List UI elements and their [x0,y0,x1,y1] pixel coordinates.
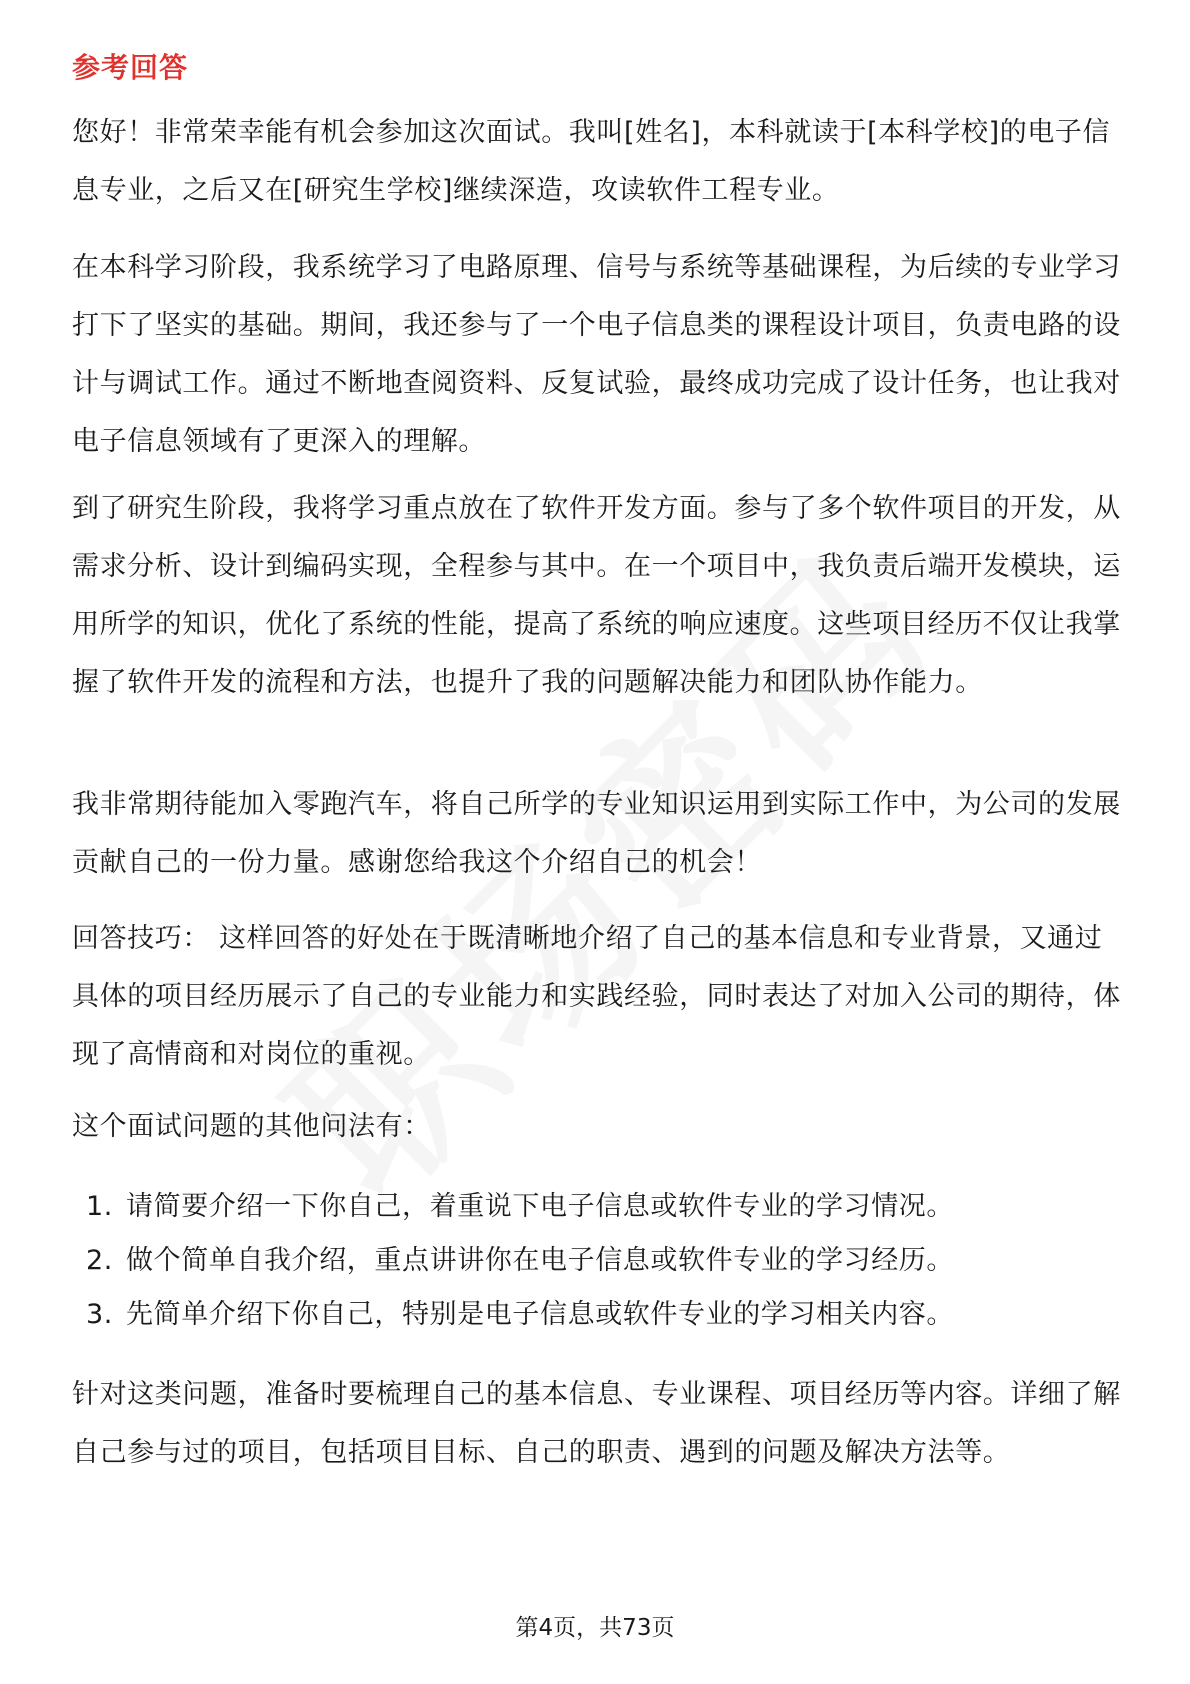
paragraph-tips: 回答技巧： 这样回答的好处在于既清晰地介绍了自己的基本信息和专业背景，又通过具体的项目经历展示了自己的专业能力和实践经验，同时表达了对加入公司的期待，体现了高情商和对岗位的重视。 [72,923,1121,1070]
paragraph-undergrad: 在本科学习阶段，我系统学习了电路原理、信号与系统等基础课程，为后续的专业学习打下了坚实的基础。期间，我还参与了一个电子信息类的课程设计项目，负责电路的设计与调试工作。通过不断地查阅资料、反复试验，最终成功完成了设计任务，也让我对电子信息领域有了更深入的理解。 [72,252,1121,457]
list-item [86,1286,1122,1344]
paragraph-alt-intro: 这个面试问题的其他问法有： [72,1111,431,1142]
list-text: 先简单介绍下你自己，特别是电子信息或软件专业的学习相关内容。 [126,1299,954,1330]
list-item [86,1232,1122,1290]
list-text: 请简要介绍一下你自己，着重说下电子信息或软件专业的学习情况。 [126,1191,954,1222]
paragraph-closing: 针对这类问题，准备时要梳理自己的基本信息、专业课程、项目经历等内容。详细了解自己参与过的项目，包括项目目标、自己的职责、遇到的问题及解决方法等。 [72,1379,1121,1468]
list-item [86,1178,1122,1236]
list-text: 做个简单自我介绍，重点讲讲你在电子信息或软件专业的学习经历。 [126,1245,954,1276]
paragraph-intro: 您好！非常荣幸能有机会参加这次面试。我叫[姓名]，本科就读于[本科学校]的电子信息专业，之后又在[研究生学校]继续深造，攻读软件工程专业。 [72,117,1111,206]
section-heading: 参考回答 [72,51,189,84]
page-footer: 第4页，共73页 [515,1615,675,1641]
list-number: 3. [86,1299,113,1330]
paragraph-graduate: 到了研究生阶段，我将学习重点放在了软件开发方面。参与了多个软件项目的开发，从需求分析、设计到编码实现，全程参与其中。在一个项目中，我负责后端开发模块，运用所学的知识，优化了系统的性能，提高了系统的响应速度。这些项目经历不仅让我掌握了软件开发的流程和方法，也提升了我的问题解决能力和团队协作能力。 [72,493,1121,698]
list-number: 1. [86,1191,113,1222]
paragraph-expectation: 我非常期待能加入零跑汽车，将自己所学的专业知识运用到实际工作中，为公司的发展贡献自己的一份力量。感谢您给我这个介绍自己的机会！ [72,789,1121,878]
list-number: 2. [86,1245,113,1276]
